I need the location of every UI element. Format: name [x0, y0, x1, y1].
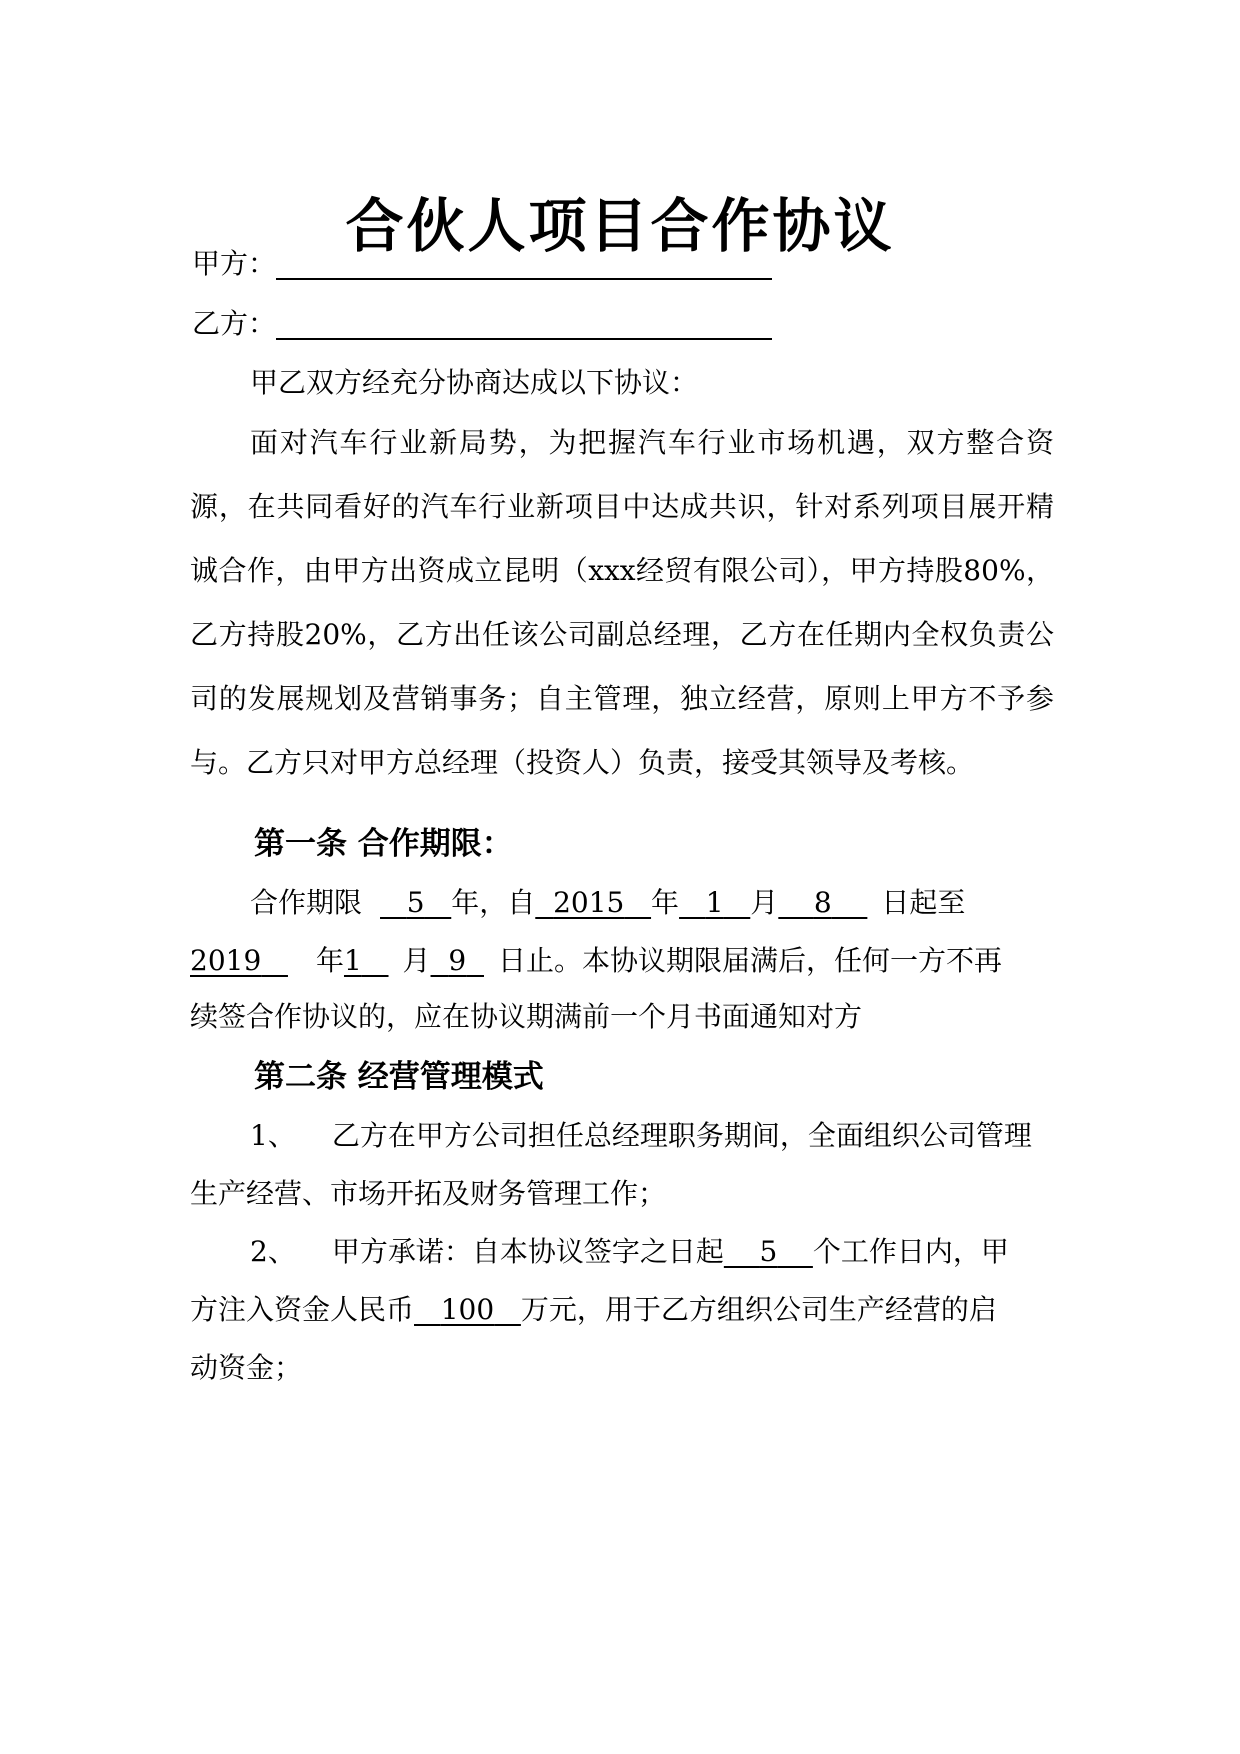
- item-1-number: 1、: [250, 1119, 296, 1152]
- item-2-days: 5: [759, 1235, 778, 1268]
- term-years: 5: [406, 886, 425, 919]
- term-from-text: 年，自: [451, 886, 536, 919]
- party-a-field: [192, 244, 276, 284]
- start-year: 2015: [553, 886, 625, 919]
- start-day: 8: [813, 886, 832, 919]
- end-day: 9: [448, 944, 467, 977]
- article-2-item-2-cont: [190, 1290, 1054, 1330]
- preamble-paragraph: 面对汽车行业新局势，为把握汽车行业市场机遇，双方整合资源，在共同看好的汽车行业新项目中达成共识，针对系列项目展开精诚合作，由甲方出资成立昆明（xxx经贸有限公司），甲方持股80%，乙方持股20%，乙方出任该公司副总经理，乙方在任期内全权负责公司的发展规划及营销事务；自主管理，独立经营，原则上甲方不予参与。乙方只对甲方总经理（投资人）负责，接受其领导及考核。: [190, 426, 1054, 779]
- end-day-text: 日止。本协议期限届满后，任何一方不再: [497, 944, 1002, 977]
- start-month: 1: [705, 886, 724, 919]
- article-2-item-2: [190, 1232, 1054, 1272]
- article-1-heading: 第一条 合作期限：: [254, 826, 513, 862]
- end-month-unit: 月: [402, 944, 431, 977]
- term-label: 合作期限: [250, 886, 363, 919]
- party-a-label: 甲方：: [192, 247, 277, 280]
- item-2-number: 2、: [250, 1235, 296, 1268]
- article-1-line-3: 续签合作协议的，应在协议期满前一个月书面通知对方: [190, 1000, 863, 1033]
- party-a-blank-line: [276, 278, 772, 280]
- end-month: 1: [343, 944, 362, 977]
- article-1-line-1: [190, 883, 1054, 923]
- end-year: 2019: [190, 944, 262, 977]
- article-2-item-2-end: 动资金；: [190, 1351, 303, 1384]
- article-2-heading: 第二条 经营管理模式: [254, 1059, 544, 1095]
- intro-text: 甲乙双方经充分协商达成以下协议：: [250, 366, 699, 399]
- end-year-unit: 年: [315, 944, 344, 977]
- item-2-text-a: 甲方承诺：自本协议签字之日起: [331, 1235, 724, 1268]
- start-year-unit: 年: [651, 886, 680, 919]
- party-b-blank-line: [276, 338, 772, 340]
- item-1-text-a: 乙方在甲方公司担任总经理职务期间，全面组织公司管理: [331, 1119, 1032, 1152]
- item-2-text-c: 方注入资金人民币: [190, 1293, 415, 1326]
- start-month-unit: 月: [750, 886, 779, 919]
- item-2-text-d: 万元，用于乙方组织公司生产经营的启: [520, 1293, 997, 1326]
- article-2-item-1: [190, 1116, 1054, 1156]
- document-title: 合伙人项目合作协议: [345, 192, 895, 260]
- party-b-field: [192, 304, 276, 344]
- party-b-label: 乙方：: [192, 307, 277, 340]
- item-2-amount: 100: [440, 1293, 495, 1326]
- article-2-item-1-cont: 生产经营、市场开拓及财务管理工作；: [190, 1177, 667, 1210]
- article-1-line-2: [190, 941, 1054, 981]
- start-day-unit: 日起至: [881, 886, 966, 919]
- item-2-text-b: 个工作日内，甲: [812, 1235, 1009, 1268]
